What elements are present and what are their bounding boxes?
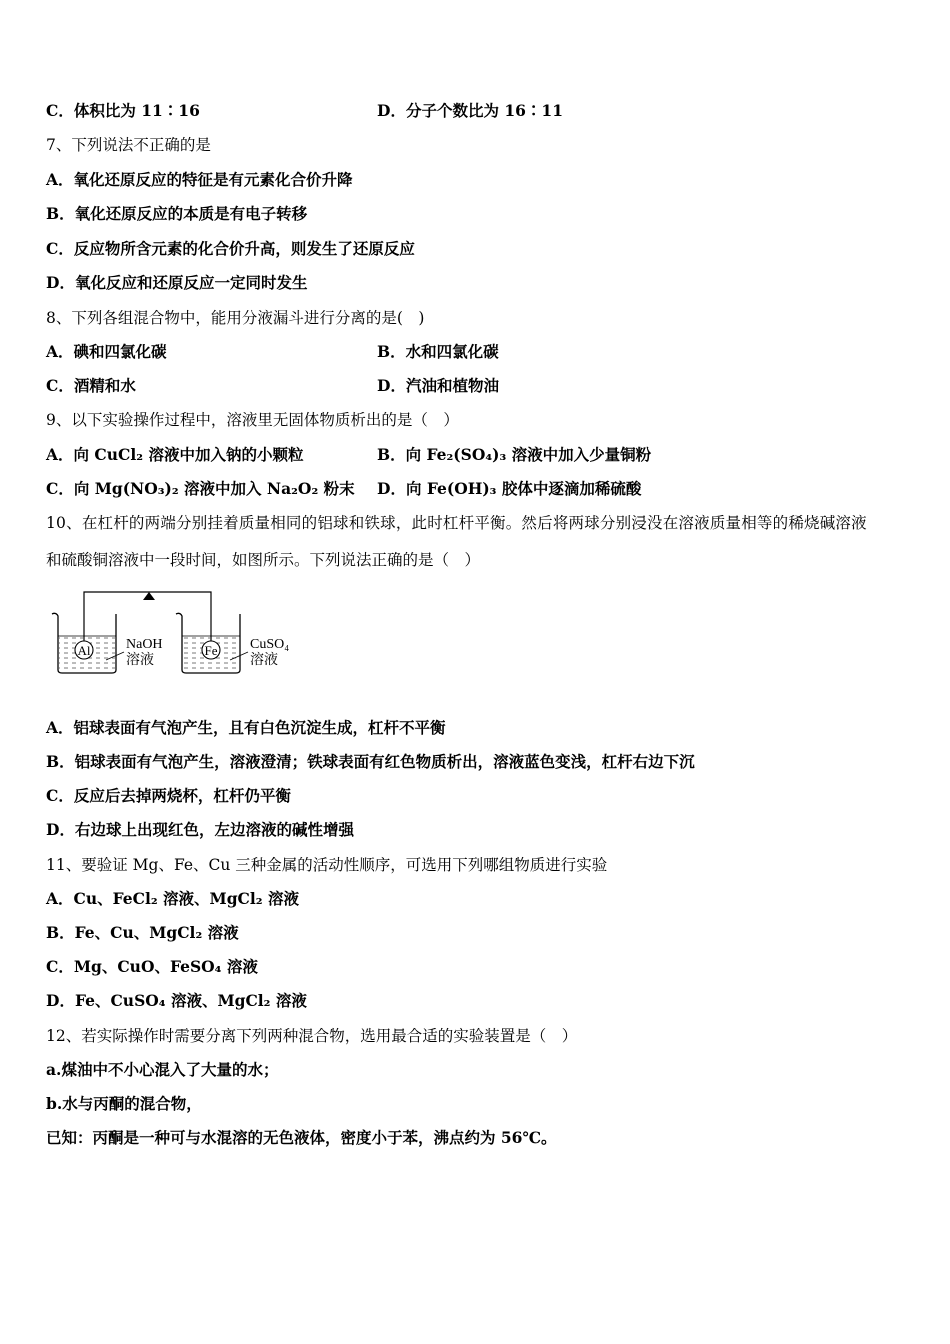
q11-option-c: C．Mg、CuO、FeSO₄ 溶液 [46, 957, 258, 976]
right-beaker [176, 613, 289, 673]
left-beaker [52, 613, 163, 673]
fulcrum-icon [143, 592, 155, 600]
q9-option-d: D．向 Fe(OH)₃ 胶体中逐滴加稀硫酸 [377, 479, 642, 498]
lever-beaker-figure [48, 586, 308, 681]
q8-option-d: D．汽油和植物油 [377, 376, 499, 395]
q10-option-d: D．右边球上出现红色，左边溶液的碱性增强 [46, 820, 354, 839]
q8-option-a: A．碘和四氯化碳 [46, 342, 167, 361]
q11-option-d: D．Fe、CuSO₄ 溶液、MgCl₂ 溶液 [46, 991, 307, 1010]
q12-item-a: a.煤油中不小心混入了大量的水； [46, 1060, 279, 1079]
q7-option-a: A．氧化还原反应的特征是有元素化合价升降 [46, 170, 353, 189]
q11-option-b: B．Fe、Cu、MgCl₂ 溶液 [46, 923, 239, 942]
q7-stem: 7、下列说法不正确的是 [46, 136, 211, 154]
naoh-label: NaOH [126, 637, 163, 652]
q9-option-a: A．向 CuCl₂ 溶液中加入钠的小颗粒 [46, 445, 304, 464]
q12-item-b: b.水与丙酮的混合物， [46, 1094, 202, 1113]
cuso4-label: CuSO₄ [250, 637, 290, 652]
q7-option-b: B．氧化还原反应的本质是有电子转移 [46, 204, 308, 223]
q8-stem: 8、下列各组混合物中，能用分液漏斗进行分离的是( ) [46, 309, 425, 327]
q10-option-b: B．铝球表面有气泡产生，溶液澄清；铁球表面有红色物质析出，溶液蓝色变浅，杠杆右边下沉 [46, 752, 695, 771]
q10-stem-line2: 和硫酸铜溶液中一段时间，如图所示。下列说法正确的是（ ） [46, 551, 481, 569]
q9-option-b: B．向 Fe₂(SO₄)₃ 溶液中加入少量铜粉 [377, 445, 652, 464]
q9-stem: 9、以下实验操作过程中，溶液里无固体物质析出的是（ ） [46, 411, 459, 429]
q10-stem-line1: 10、在杠杆的两端分别挂着质量相同的铝球和铁球，此时杠杆平衡。然后将两球分别浸没在溶液质量相等的稀烧碱溶液 [46, 514, 867, 532]
q6-option-d: D．分子个数比为 16∶11 [377, 101, 563, 120]
q11-option-a: A．Cu、FeCl₂ 溶液、MgCl₂ 溶液 [46, 889, 299, 908]
q11-stem: 11、要验证 Mg、Fe、Cu 三种金属的活动性顺序，可选用下列哪组物质进行实验 [46, 856, 608, 874]
q12-note: 已知：丙酮是一种可与水混溶的无色液体，密度小于苯，沸点约为 56℃。 [46, 1128, 557, 1147]
q7-option-d: D．氧化反应和还原反应一定同时发生 [46, 273, 308, 292]
al-ball-label: Al [77, 643, 91, 658]
q9-option-c: C．向 Mg(NO₃)₂ 溶液中加入 Na₂O₂ 粉末 [46, 479, 355, 498]
q10-option-c: C．反应后去掉两烧杯，杠杆仍平衡 [46, 786, 291, 805]
fe-ball-label: Fe [204, 643, 218, 658]
q10-option-a: A．铝球表面有气泡产生，且有白色沉淀生成，杠杆不平衡 [46, 718, 446, 737]
q8-option-c: C．酒精和水 [46, 376, 136, 395]
cuso4-solution-label: 溶液 [250, 652, 278, 668]
naoh-solution-label: 溶液 [126, 652, 154, 668]
q8-option-b: B．水和四氯化碳 [377, 342, 499, 361]
q7-option-c: C．反应物所含元素的化合价升高，则发生了还原反应 [46, 239, 415, 258]
q12-stem: 12、若实际操作时需要分离下列两种混合物，选用最合适的实验装置是（ ） [46, 1027, 578, 1045]
q6-option-c: C．体积比为 11∶16 [46, 101, 200, 120]
